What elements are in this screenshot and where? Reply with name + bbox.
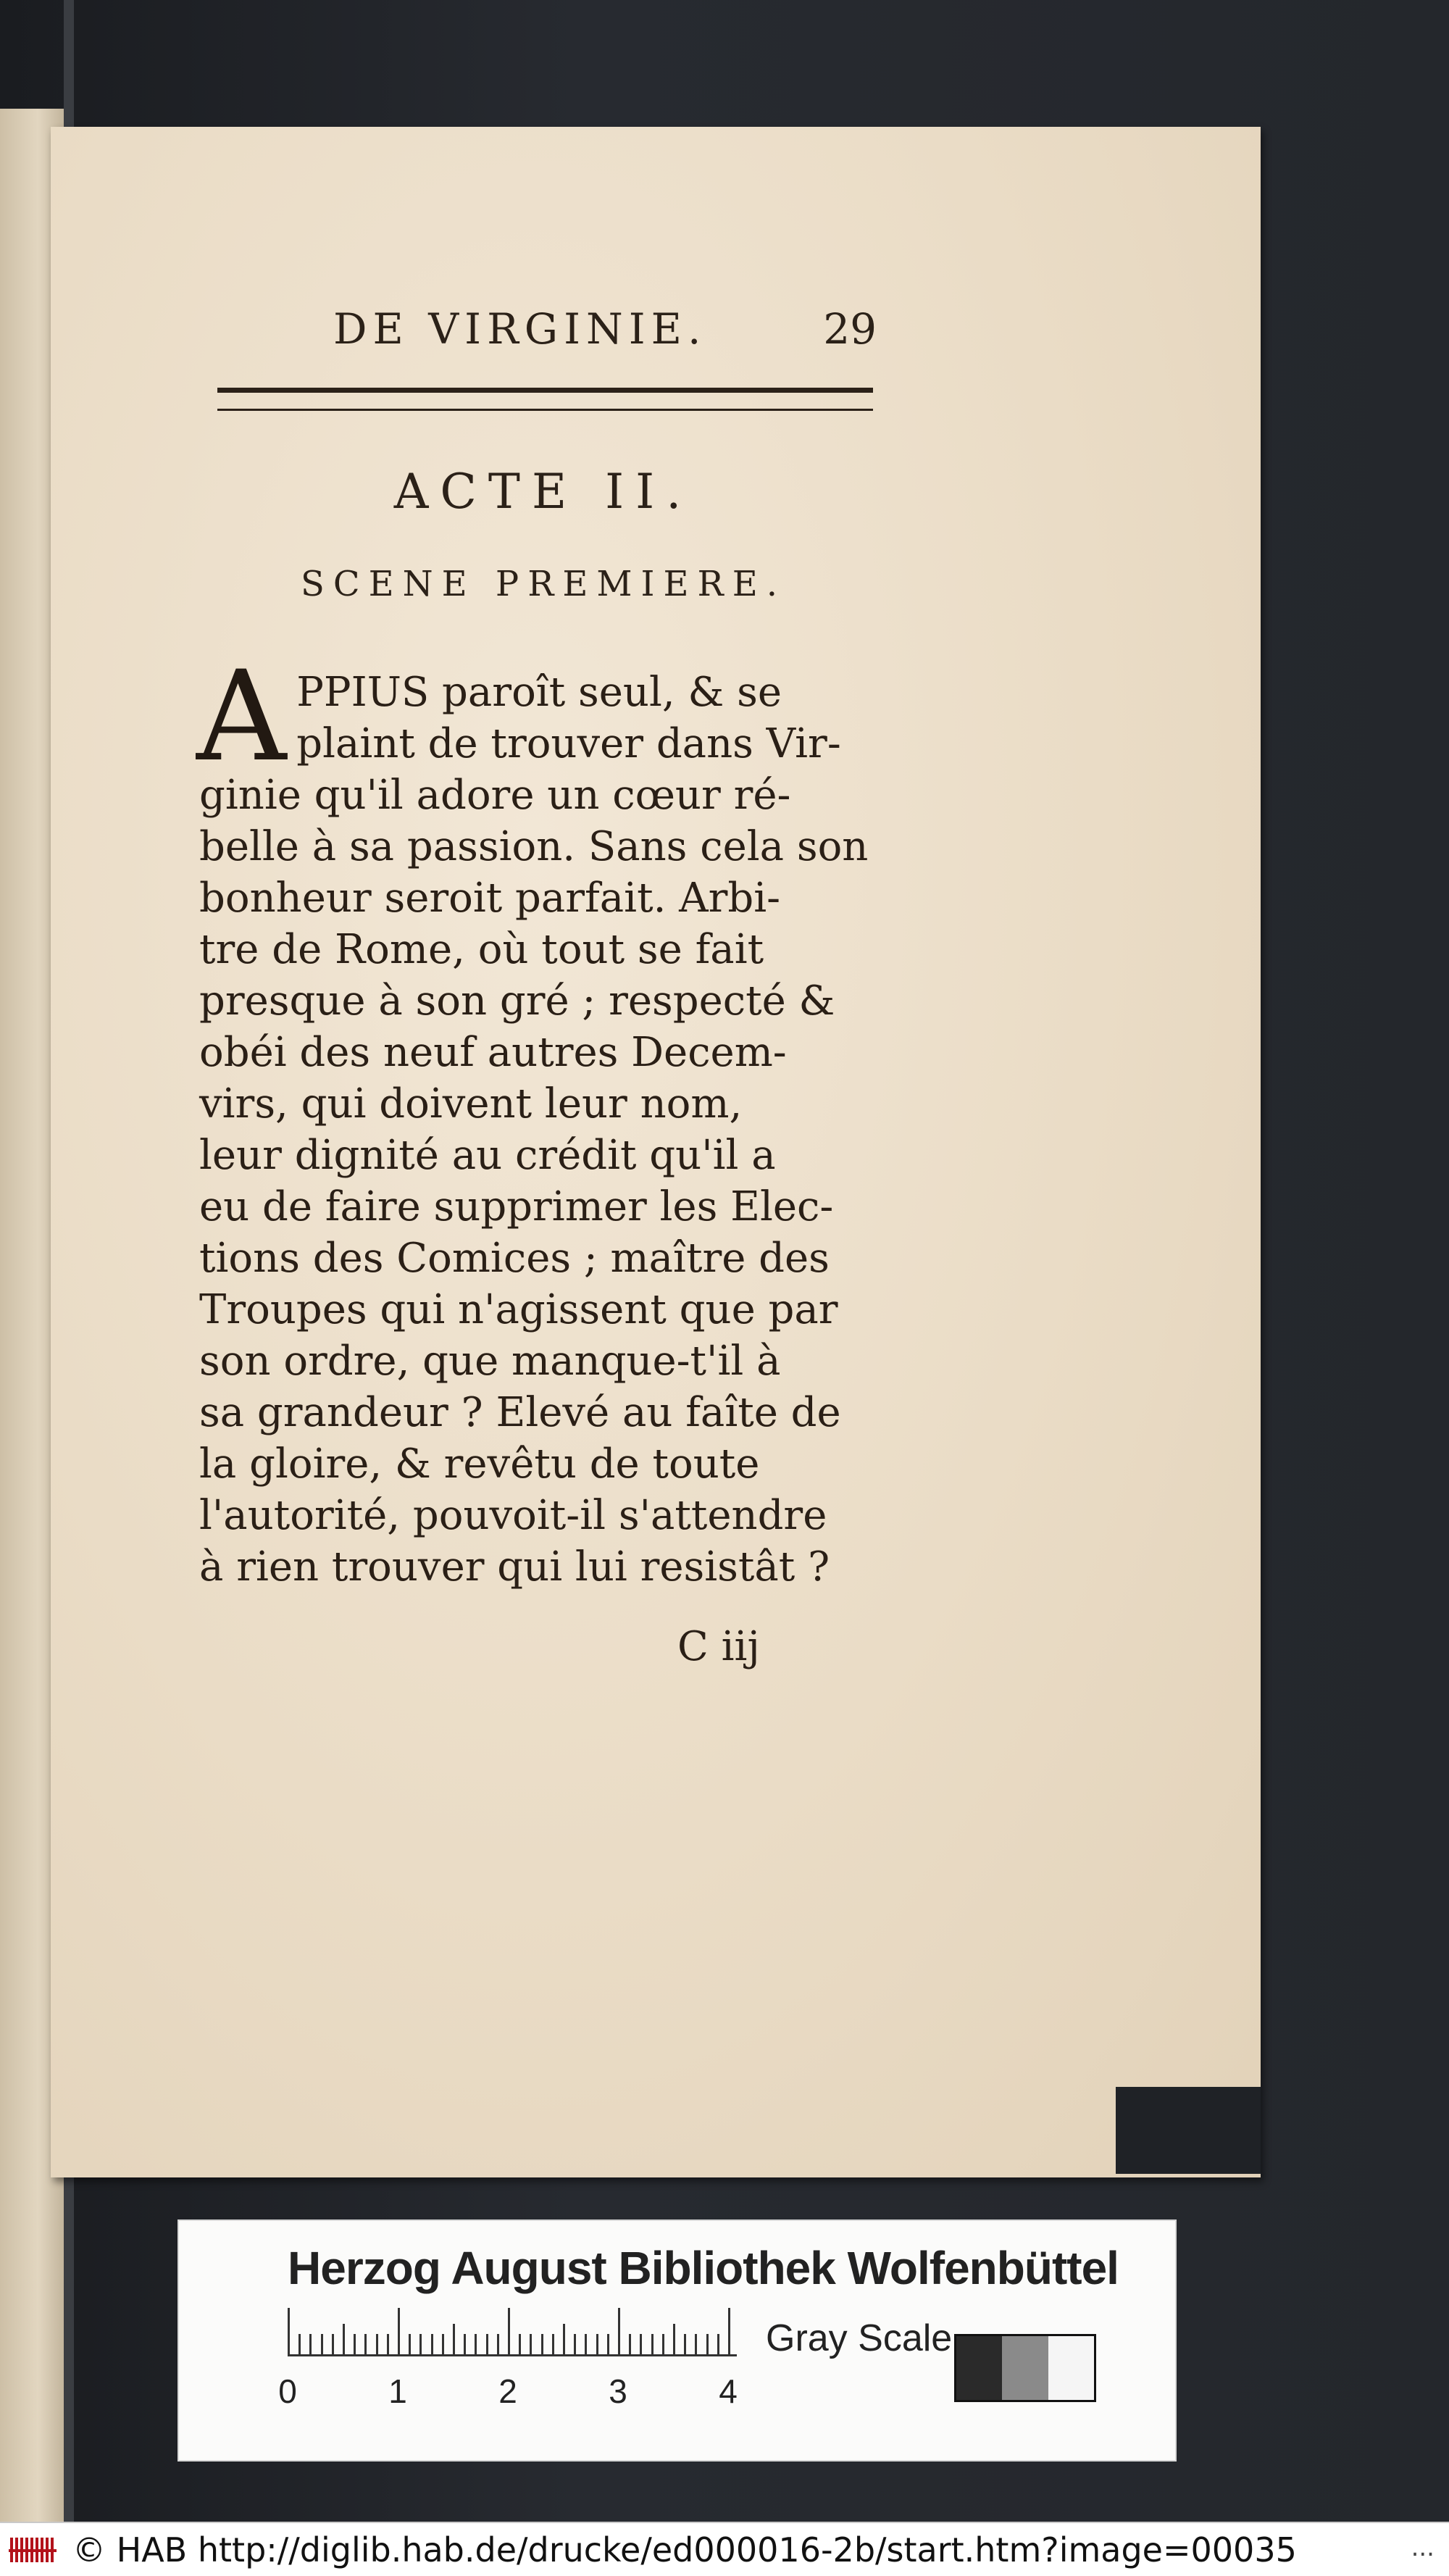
scale-label: 2 — [498, 2372, 517, 2410]
scale-tick — [398, 2308, 400, 2354]
page-number: 29 — [823, 304, 877, 354]
scale-tick — [343, 2324, 345, 2354]
scale-tick — [618, 2308, 620, 2354]
scale-label: 3 — [609, 2372, 627, 2410]
scale-tick — [364, 2334, 367, 2354]
scale-tick — [728, 2308, 730, 2354]
text-line: presque à son gré ; respecté & — [199, 978, 835, 1025]
scale-label: 4 — [719, 2372, 738, 2410]
drop-cap: A — [196, 643, 287, 789]
body-text — [196, 643, 880, 1593]
header-rule — [217, 388, 873, 411]
centimeter-scale — [278, 2308, 738, 2410]
scale-tick — [596, 2334, 598, 2354]
scale-tick — [673, 2324, 675, 2354]
text-line: obéi des neuf autres Decem- — [199, 1029, 787, 1076]
scale-tick — [662, 2334, 664, 2354]
scale-tick — [475, 2334, 477, 2354]
scale-label: 0 — [278, 2372, 297, 2410]
scale-tick — [309, 2334, 312, 2354]
copyright-url[interactable]: © HAB http://diglib.hab.de/drucke/ed000016-2b/start.htm?image=00035 — [72, 2530, 1297, 2569]
more-indicator: ... — [1411, 2533, 1435, 2562]
scale-tick — [288, 2308, 290, 2354]
gray-scale-swatch — [954, 2334, 1096, 2402]
scale-tick — [563, 2324, 565, 2354]
scale-tick — [574, 2334, 576, 2354]
scale-tick — [332, 2334, 334, 2354]
scale-tick — [387, 2334, 389, 2354]
scale-label: 1 — [388, 2372, 407, 2410]
text-line: PPIUS paroît seul, & se — [296, 669, 782, 716]
scale-tick — [464, 2334, 466, 2354]
scale-tick — [486, 2334, 488, 2354]
scale-tick — [298, 2334, 301, 2354]
text-line: belle à sa passion. Sans cela son — [199, 823, 869, 870]
scale-tick — [651, 2334, 653, 2354]
scale-tick — [695, 2334, 697, 2354]
scale-tick — [354, 2334, 356, 2354]
scale-tick — [684, 2334, 686, 2354]
scale-tick — [508, 2308, 510, 2354]
act-title: ACTE II. — [393, 464, 693, 520]
scale-tick — [607, 2334, 609, 2354]
page-header — [217, 304, 884, 362]
scale-tick — [706, 2334, 709, 2354]
scale-tick — [629, 2334, 631, 2354]
scale-tick — [431, 2334, 433, 2354]
hab-logo-icon — [7, 2533, 59, 2567]
scale-tick — [519, 2334, 521, 2354]
scale-tick — [442, 2334, 444, 2354]
text-line: à rien trouver qui lui resistât ? — [199, 1543, 830, 1591]
scale-tick — [552, 2334, 554, 2354]
text-line: tre de Rome, où tout se fait — [199, 926, 764, 973]
text-line: l'autorité, pouvoit-il s'attendre — [199, 1492, 827, 1539]
library-name: Herzog August Bibliothek Wolfenbüttel — [288, 2242, 1119, 2294]
scale-tick — [717, 2334, 719, 2354]
scale-tick — [541, 2334, 543, 2354]
catchword: C iij — [677, 1623, 760, 1670]
text-line: eu de faire supprimer les Elec- — [199, 1183, 834, 1230]
text-line: ginie qu'il adore un cœur ré- — [199, 772, 791, 819]
scale-tick — [321, 2334, 323, 2354]
running-title: DE VIRGINIE. — [333, 304, 707, 354]
page-corner-tear — [1116, 2087, 1261, 2174]
scene-title: SCENE PREMIERE. — [300, 564, 786, 604]
gray-swatch-light — [1048, 2336, 1094, 2400]
text-line: bonheur seroit parfait. Arbi- — [199, 875, 781, 922]
text-line: virs, qui doivent leur nom, — [199, 1080, 743, 1127]
scale-tick — [419, 2334, 422, 2354]
footer-bar — [0, 2522, 1449, 2576]
scale-tick — [376, 2334, 378, 2354]
text-line: Troupes qui n'agissent que par — [199, 1286, 838, 1333]
text-line: leur dignité au crédit qu'il a — [199, 1132, 776, 1179]
text-line: plaint de trouver dans Vir- — [296, 720, 841, 767]
scale-tick — [453, 2324, 455, 2354]
scale-baseline — [288, 2354, 737, 2356]
text-line: la gloire, & revêtu de toute — [199, 1441, 760, 1488]
gray-swatch-dark — [956, 2336, 1002, 2400]
scale-tick — [530, 2334, 532, 2354]
text-line: son ordre, que manque-t'il à — [199, 1338, 781, 1385]
text-line: sa grandeur ? Elevé au faîte de — [199, 1389, 841, 1436]
scale-tick — [409, 2334, 411, 2354]
scale-tick — [497, 2334, 499, 2354]
scale-tick — [640, 2334, 642, 2354]
gray-swatch-mid — [1002, 2336, 1048, 2400]
color-target-card — [179, 2221, 1175, 2460]
grayscale-label: Gray Scale — [766, 2317, 953, 2359]
scale-tick — [585, 2334, 587, 2354]
text-line: tions des Comices ; maître des — [199, 1235, 830, 1282]
